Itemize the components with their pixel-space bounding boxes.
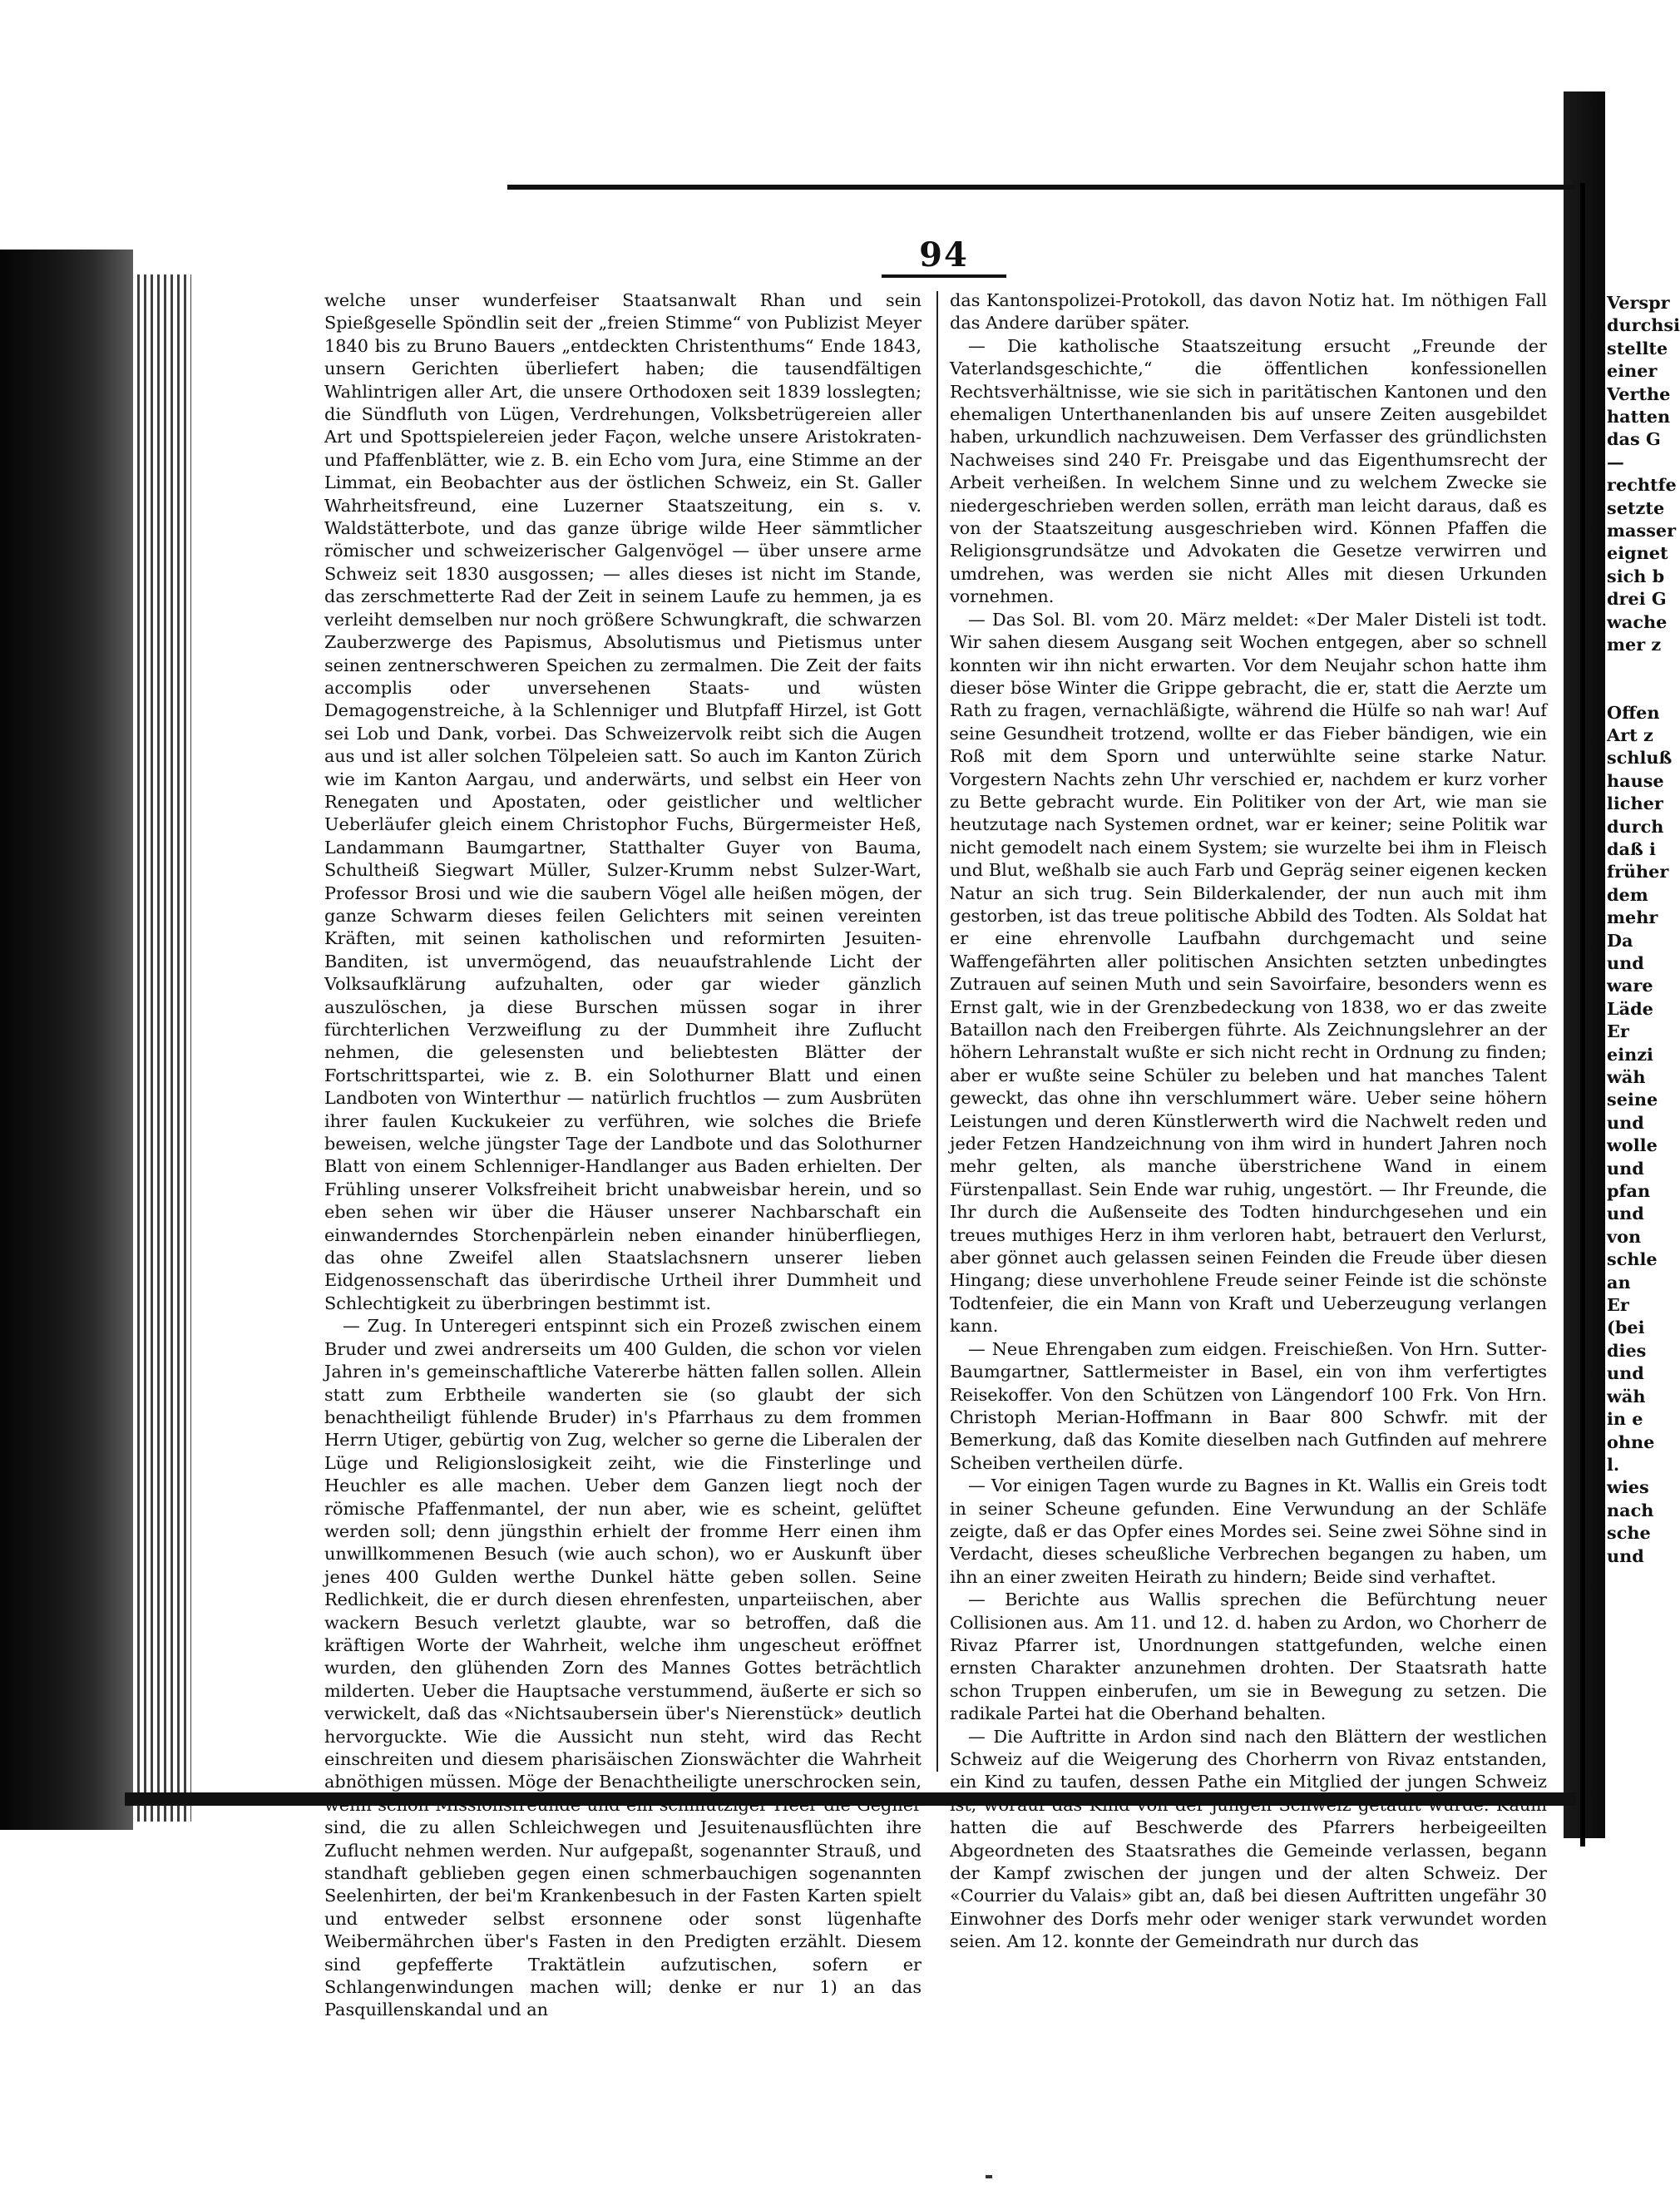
fragment-line: wolle <box>1607 1135 1658 1156</box>
fragment-line: Art z <box>1607 724 1653 745</box>
fragment-line: pfan <box>1607 1180 1651 1202</box>
fragment-line: wäh <box>1607 1066 1646 1087</box>
fragment-line: durch <box>1607 815 1664 837</box>
fragment-line: masser <box>1607 520 1677 541</box>
fragment-line: hause <box>1607 769 1664 791</box>
fragment-line: drei G <box>1607 588 1667 610</box>
fragment-line: mehr <box>1607 907 1658 928</box>
fragment-line: schluß <box>1607 747 1673 769</box>
fragment-line: durchsi <box>1607 314 1680 336</box>
page-number-underline <box>882 274 1006 278</box>
middle-column <box>950 289 1547 1952</box>
fragment-line: rechtfe <box>1607 474 1677 496</box>
fragment-line: (bei <box>1607 1317 1645 1338</box>
fragment-line: und <box>1607 1545 1644 1566</box>
fragment-line: mer z <box>1607 634 1662 655</box>
fragment-line: in e <box>1607 1408 1643 1430</box>
right-page-fragments <box>1607 291 1680 1772</box>
fragment-line: dies <box>1607 1339 1647 1361</box>
fragment-line: und <box>1607 1157 1644 1179</box>
fragment-line: — <box>1607 451 1624 472</box>
middle-paragraph-2: — Die katholische Staatszeitung ersucht „Freunde der Vaterlandsgeschichte,“ die öffentlichen konfessionellen Rechtsverhältnisse, wie sie sich in paritätischen Kantonen und den ehemaligen Unterthanenlanden bis auf unsere Zeiten ausgebildet haben, urkundlich nachzuweisen. Dem Verfasser des gründlichsten Nachweises sind 240 Fr. Preisgabe und das Eigenthumsrecht der Arbeit verheißen. In welchem Sinne und zu welchem Zwecke sie niedergeschrieben werden sollen, erräth man leicht daraus, daß es von der Staatszeitung ausgeschrieben wird. Können Pfaffen die Religionsgrundsätze und Advokaten die Gesetze verwirren und umdrehen, was werden sie nicht Alles mit diesen Urkunden vornehmen. <box>950 335 1547 607</box>
fragment-line: an <box>1607 1271 1631 1293</box>
fragment-line: sche <box>1607 1522 1651 1544</box>
fragment-line: Läde <box>1607 997 1653 1019</box>
fragment-line: licher <box>1607 793 1663 814</box>
fragment-line: eignet <box>1607 542 1668 564</box>
fragment-line: seine <box>1607 1089 1658 1110</box>
fragment-line: früher <box>1607 861 1669 882</box>
left-paragraph-1: welche unser wunderfeiser Staatsanwalt Rhan und sein Spießgeselle Spöndlin seit der „freien Stimme“ von Publizist Meyer 1840 bis zu Bruno Bauers „entdeckten Christenthums“ Ende 1843, unsern Gerichten überliefert haben; die tausendfältigen Wahlintrigen aller Art, die unsere Orthodoxen seit 1839 losslegten; die Sündfluth von Lügen, Verdrehungen, Volksbetrügereien aller Art und Spottspielereien jeder Façon, welche unsere Aristokraten- und Pfaffenblätter, wie z. B. ein Echo vom Jura, eine Stimme an der Limmat, ein Beobachter aus der östlichen Schweiz, ein St. Galler Wahrheitsfreund, eine Luzerner Staatszeitung, ein s. v. Waldstätterbote, und das ganze übrige wilde Heer sämmtlicher römischer und schweizerischer Galgenvögel — über unsere arme Schweiz seit 1830 ausgossen; — alles dieses ist nicht im Stande, das zerschmetterte Rad der Zeit in seinem Laufe zu hemmen, ja es verleiht demselben nur noch größere Schwungkraft, die schwarzen Zauberzwerge des Papismus, Absolutismus und Pietismus unter seinen zentnerschweren Speichen zu zermalmen. Die Zeit der faits accomplis oder unversehenen Staats- und wüsten Demagogenstreiche, à la Schlenniger und Blutpfaff Hirzel, ist Gott sei Lob und Dank, vorbei. Das Schweizervolk reibt sich die Augen aus und ist aller solchen Tölpeleien satt. So auch im Kanton Zürich wie im Kanton Aargau, und anderwärts, und selbst ein Heer von Renegaten und Apostaten, oder geistlicher und weltlicher Ueberläufer gleich einem Christophor Fuchs, Bürgermeister Heß, Landammann Baumgartner, Statthalter Guyer von Bauma, Schultheiß Siegwart Müller, Sulzer-Krumm nebst Sulzer-Wart, Professor Brosi und wie die saubern Vögel alle heißen mögen, der ganze Schwarm dieses feilen Gelichters mit seinen vereinten Kräften, mit seinen katholischen und reformirten Jesuiten-Banditen, ist unvermögend, das neuaufstrahlende Licht der Volksaufklärung aufzuhalten, oder gar wieder gänzlich auszulöschen, ja diese Burschen müssen sogar in ihrer fürchterlichen Verzweiflung zu der Dummheit ihre Zuflucht nehmen, die gelesensten und beliebtesten Blätter der Fortschrittspartei, wie z. B. ein Solothurner Blatt und einen Landboten von Winterthur — natürlich fruchtlos — zum Ausbrüten ihrer faulen Kuckukeier zu verführen, wie solches die Briefe beweisen, welche jüngster Tage der Landbote und das Solothurner Blatt von einem Schlenniger-Handlanger aus Baden erhielten. Der Frühling unserer Volksfreiheit bricht unabweisbar herein, und so eben sehen wir über die Häuser unserer Nachbarschaft ein einwanderndes Storchenpärlein neben einander hinüberfliegen, das ohne Zweifel allen Staatslachsnern unserer lieben Eidgenossenschaft das überirdische Urtheil ihrer Dummheit und Schlechtigkeit zu überbringen bestimmt ist. <box>324 290 922 1313</box>
fragment-line: und <box>1607 1362 1644 1384</box>
fragment-line: einzi <box>1607 1043 1653 1065</box>
middle-paragraph-5: — Vor einigen Tagen wurde zu Bagnes in Kt. Wallis ein Greis todt in seiner Scheune gefunden. Eine Verwundung an der Schläfe zeigte, daß er das Opfer eines Mordes sei. Seine zwei Söhne sind in Verdacht, dieses scheußliche Verbrechen begangen zu haben, um ihn an einer zweiten Heirath zu hindern; Beide sind verhaftet. <box>950 1476 1547 1587</box>
top-rule <box>507 185 1576 190</box>
middle-paragraph-6: — Berichte aus Wallis sprechen die Befürchtung neuer Collisionen aus. Am 11. und 12. d. haben zu Ardon, wo Chorherr de Rivaz Pfarrer ist, Unordnungen stattgefunden, welche einen ernsten Charakter anzunehmen drohten. Der Staatsrath hatte schon Truppen einberufen, um sie in Bewegung zu setzen. Die radikale Partei hat die Oberhand behalten. <box>950 1589 1547 1724</box>
fragment-line: Offen <box>1607 701 1660 723</box>
fragment-gap <box>1607 656 1663 701</box>
page-number: 94 <box>919 235 969 274</box>
fragment-line: Verspr <box>1607 292 1670 313</box>
bottom-rule <box>125 1792 1576 1806</box>
fragment-line: Er <box>1607 1294 1629 1316</box>
fragment-line: daß i <box>1607 838 1656 859</box>
fragment-line: von <box>1607 1225 1642 1247</box>
scan-dark-border-left <box>0 250 133 1830</box>
fragment-line: einer <box>1607 360 1658 382</box>
fragment-line: das G <box>1607 428 1661 450</box>
fragment-line: setzte <box>1607 497 1665 518</box>
fragment-line: stellte <box>1607 337 1668 358</box>
fragment-line: sich b <box>1607 565 1665 586</box>
bottom-mark <box>986 2175 992 2178</box>
page-spine <box>1580 183 1585 1847</box>
fragment-line: dem <box>1607 883 1648 905</box>
left-paragraph-2: — Zug. In Unteregeri entspinnt sich ein Prozeß zwischen einem Bruder und zwei andrerseits um 400 Gulden, die schon vor vielen Jahren in's gemeinschaftliche Vatererbe hätten fallen sollen. Allein statt zum Erbtheile wanderten sie (so glaubt der sich benachtheiligt fühlende Bruder) in's Pfarrhaus zu dem frommen Herrn Utiger, gebürtig von Zug, welcher so gerne die Liberalen der Lüge und Religionslosigkeit zeiht, wie die Finsterlinge und Heuchler es alle machen. Ueber dem Ganzen liegt noch der römische Pfaffenmantel, der nun aber, wie es scheint, gelüftet werden soll; denn jüngsthin erhielt der fromme Herr einen ihm unwillkommenen Besuch (wie auch schon), wo er Auskunft über jenes 400 Gulden werthe Dunkel hätte geben sollen. Seine Redlichkeit, die er durch diesen ehrenfesten, unparteiischen, aber wackern Besuch verletzt glaubte, war so betroffen, daß die kräftigen Worte der Wahrheit, welche ihm ungescheut eröffnet wurden, den glühenden Zorn des Mannes Gottes beträchtlich milderten. Ueber die Hauptsache verstummend, äußerte er sich so verwickelt, daß das «Nichtsaubersein über's Nierenstück» deutlich hervorguckte. Wie die Aussicht nun steht, wird das Recht einschreiten und diesem pharisäischen Zionswächter die Wahrheit abnöthigen müssen. Möge der Benachtheiligte unerschrocken sein, sind, die zu allen Schleichwegen und Jesuitenausflüchten ihre Zuflucht nehmen werden. Nur aufgepaßt, sogenannter Strauß, und standhaft geblieben gegen einen schmerbauchigen sogenannten Seelenhirten, der bei'm Krankenbesuch in der Fasten Karten spielt und entweder selbst ersonnene oder sonst lügenhafte Weibermährchen über's Fasten in den Predigten erzählt. Diesem sind gepfefferte Traktätlein aufzutischen, sofern er Schlangenwindungen machen will; denke er nur 1) an das Pasquillenskandal und an <box>324 1316 922 2020</box>
fragment-line: hatten <box>1607 406 1671 428</box>
fragment-line: l. <box>1607 1453 1620 1475</box>
fragment-line: und <box>1607 952 1644 973</box>
fragment-line: wäh <box>1607 1385 1646 1407</box>
fragment-line: wies <box>1607 1476 1649 1498</box>
fragment-line: schle <box>1607 1248 1658 1270</box>
page-edges-left <box>133 274 191 1822</box>
fragment-line: ohne <box>1607 1431 1655 1452</box>
fragment-line: und <box>1607 1111 1644 1133</box>
middle-paragraph-1: das Kantonspolizei-Protokoll, das davon Notiz hat. Im nöthigen Fall das Andere darüber später. <box>950 290 1547 334</box>
column-divider <box>936 291 938 1772</box>
middle-paragraph-7: — Die Auftritte in Ardon sind nach den Blättern der westlichen Schweiz auf die Weigerung des Chorherrn von Rivaz entstanden, ein Kind zu taufen, dessen Pathe ein Mitglied der jungen Schweiz hatten die auf Beschwerde des Pfarrers herbeigeeilten Abgeordneten des Staatsrathes die Gemeinde verlassen, begann der Kampf zwischen der jungen und der alten Schweiz. Der «Courrier du Valais» gibt an, daß bei diesen Auftritten ungefähr 30 Einwohner des Dorfs mehr oder weniger stark verwundet worden seien. Am 12. konnte der Gemeindrath nur durch das <box>950 1726 1547 1952</box>
fragment-line: nach <box>1607 1499 1654 1520</box>
fragment-line: ware <box>1607 975 1653 996</box>
fragment-line: Er <box>1607 1021 1629 1042</box>
fragment-line: wache <box>1607 611 1668 632</box>
fragment-line: und <box>1607 1203 1644 1224</box>
fragment-line: Da <box>1607 929 1633 951</box>
middle-paragraph-4: — Neue Ehrengaben zum eidgen. Freischießen. Von Hrn. Sutter-Baumgartner, Sattlermeister in Basel, ein von ihm verfertigtes Reisekoffer. Von den Schützen von Längendorf 100 Frk. Von Hrn. Christoph Merian-Hoffmann in Baar 800 Schwfr. mit der Bemerkung, daß das Komite dieselben nach Gutfinden auf mehrere Scheiben vertheilen dürfe. <box>950 1338 1547 1473</box>
left-column <box>324 289 922 2020</box>
middle-paragraph-3: — Das Sol. Bl. vom 20. März meldet: «Der Maler Disteli ist todt. Wir sahen diesem Ausgang seit Wochen entgegen, aber so schnell konnten wir ihn nicht erwarten. Vor dem Neujahr schon hatte ihm dieser böse Winter die Grippe gebracht, die er, statt die Aerzte um Rath zu fragen, vernachläßigte, während die Hülfe so nah war! Auf seine Gesundheit trotzend, wollte er das Fieber bändigen, wie ein Roß mit dem Sporn und unterwühlte seine starke Natur. Vorgestern Nachts zehn Uhr verschied er, nachdem er kurz vorher zu Bette gebracht wurde. Ein Politiker von der Art, wie man sie heutzutage nach Systemen ordnet, war er keiner; seine Politik war nicht gemodelt nach einem System; sie wurzelte bei ihm in Fleisch und Blut, weßhalb sie auch Farb und Gepräg seiner eigenen kecken Natur an sich trug. Sein Bilderkalender, der nun auch mit ihm gestorben, ist das treue politische Abbild des Todten. Als Soldat hat er eine ehrenvolle Laufbahn durchgemacht und seine Waffengefährten aller politischen Ansichten setzten unbedingtes Zutrauen auf seinen Muth und sein Savoirfaire, besonders wenn es Ernst galt, wie in der Grenzbedeckung von 1838, wo er das zweite Bataillon nach den Freibergen führte. Als Zeichnungslehrer an der höhern Lehranstalt wußte er sich nicht recht in Ordnung zu finden; aber er wußte seine Schüler zu beleben und hat manches Talent geweckt, das ohne ihn verschlummert wäre. Ueber seine höhern Leistungen und deren Künstlerwerth wird die Nachwelt reden und jeder Fetzen Handzeichnung von ihm wird in hundert Jahren noch mehr gelten, als manche überstrichene Wand in einem Fürstenpallast. Sein Ende war ruhig, ungestört. — Ihr Freunde, die Ihr durch die Außenseite des Todten hindurchgesehen und ein treues muthiges Herz in ihm verloren habt, betrauert den Verlurst, aber gönnet auch gelassen seinen Feinden die Freude über diesen Hingang; diese unverhohlene Freude seiner Feinde ist die schönste Todtenfeier, die ein Mann von Kraft und Ueberzeugung verlangen kann. <box>950 609 1547 1337</box>
fragment-line: Verthe <box>1607 383 1671 404</box>
